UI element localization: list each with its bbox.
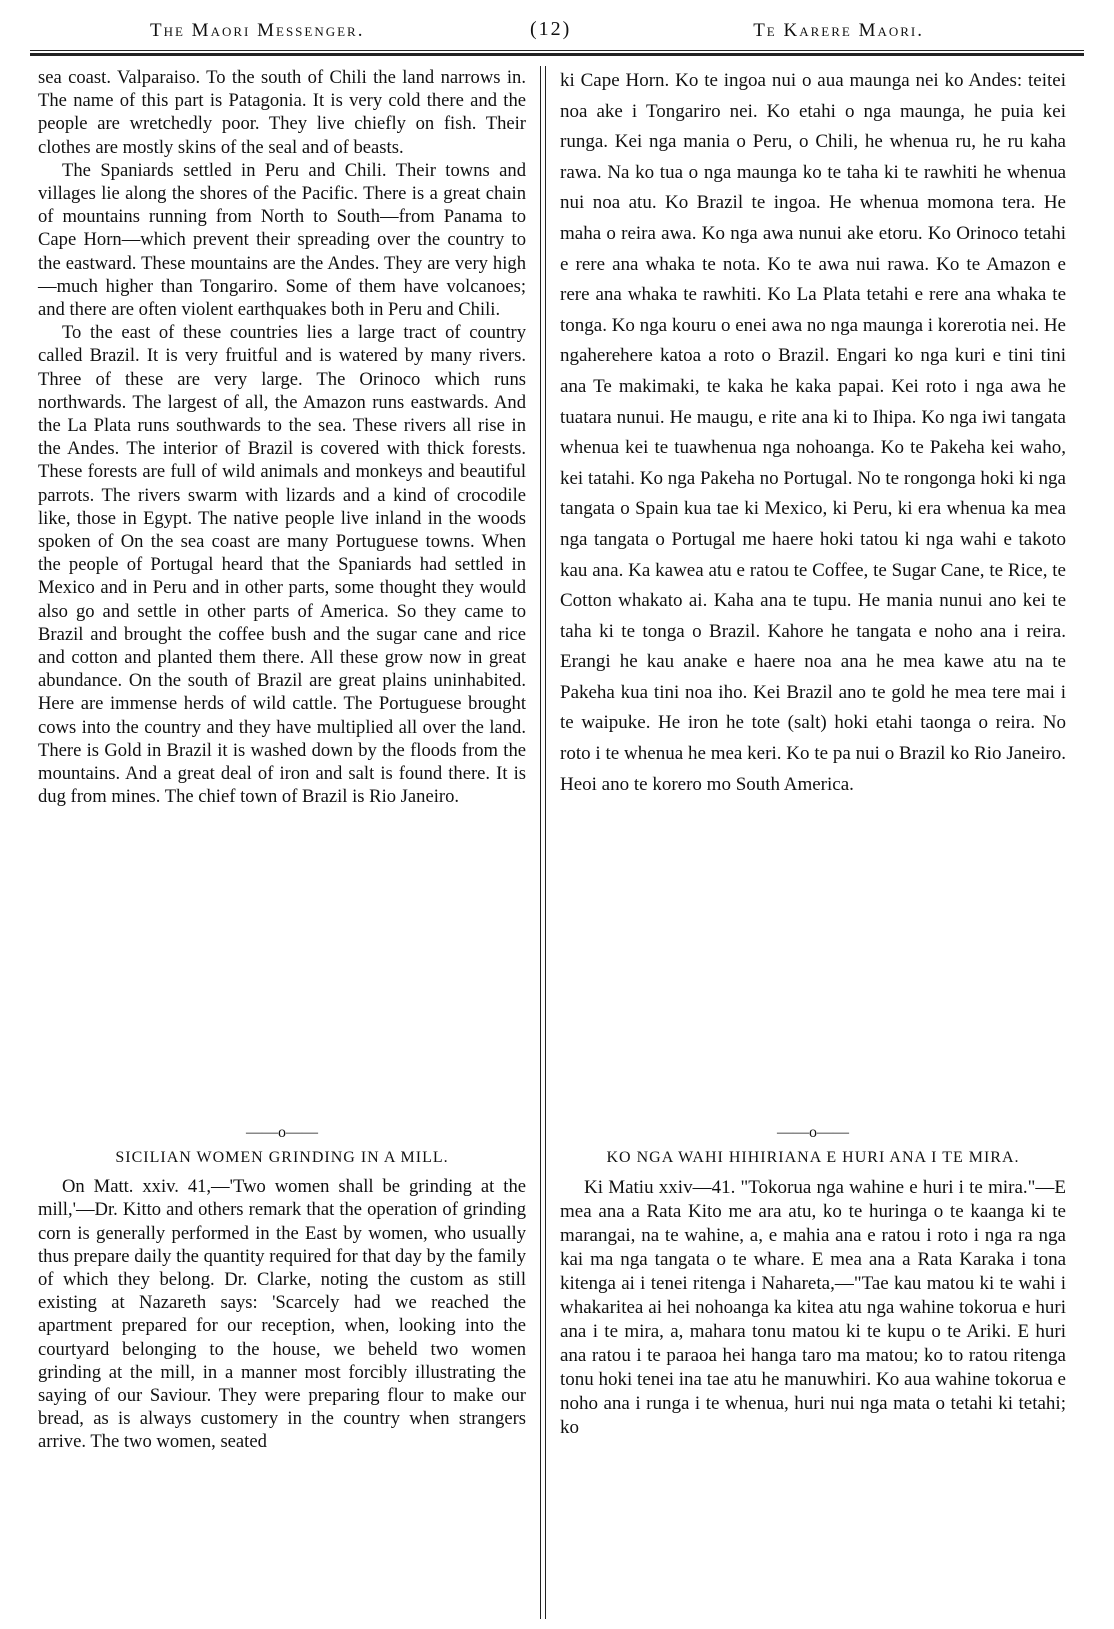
maori-mill-headline: KO NGA WAHI HIHIRIANA E HURI ANA I TE MIRA. [606,1149,1020,1166]
english-paragraph-3: To the east of these countries lies a large tract of country called Brazil. It is very fruitful and is watered by many rivers. Three of these are very large. The Orinoco which runs northwards. The largest of all, the Amazon runs eastwards. And the La Plata runs southwards to the sea. These rivers all rise in the Andes. The interior of Brazil is covered with thick forests. These forests are full of wild animals and monkeys and beautiful parrots. The rivers swarm with lizards and a kind of crocodile like, those in Egypt. The native people live inland in the woods spoken of On the sea coast are many Portuguese towns. When the people of Portugal heard that the Spaniards had settled in Mexico and in Peru and in other parts, some thought they would also go and settle in other parts of America. So they came to Brazil and brought the coffee bush and the sugar cane and rice and cotton and planted them there. All these grow now in great abundance. On the south of Brazil are great plains uninhabited. Here are immense herds of wild cattle. The Portuguese brought cows into the country and they have multiplied all over the land. There is Gold in Brazil it is washed down by the floods from the mountains. And a great deal of iron and salt is found there. It is dug from mines. The chief town of Brazil is Rio Janeiro. [38,322,526,808]
masthead-title-maori: Te Karere Maori. [753,20,924,41]
english-paragraph-2: The Spaniards settled in Peru and Chili. Their towns and villages lie along the shores of the Pacific. There is a great chain of mountains running from North to South—from Panama to Cape Horn—which prevent their spreading over the country to the eastward. These mountains are the Andes. They are very high—much higher than Tongariro. Some of them have volcanoes; and there are often violent earthquakes both in Peru and Chili. [38,159,526,321]
english-column [38,66,526,809]
masthead-title-english: The Maori Messenger. [150,20,365,41]
column-divider [540,66,546,1619]
maori-mill-paragraph: Ki Matiu xxiv—41. "Tokorua nga wahine e huri i te mira."—E mea ana a Rata Kito me ara atu, ko te huringa o te kaanga ki te marangai, na te wahine, a, e mahia ana e ratou i roto i nga ra nga kai ma nga tangata o te whare. E mea ana a Rata Karaka i tona kitenga ai i tenei ritenga i Nahareta,—"Tae kau matou ki te wahi i whakaritea ai hei nohoanga ka kitea atu nga wahine tokorua e huri ana i te mira, a, mahara tonu matou ki te kupu o te Ariki. E huri ana ratou i te paraoa hei hanga taro ma matou; ko to ratou ritenga tonu hoki tenei ina tae atu he manuwhiri. Ko aua wahine tokorua e noho ana i runga i te whenua, huri nui nga mata o tetahi ki tetahi; ko [560,1177,1066,1438]
english-separator: ——o—— [246,1124,318,1141]
english-mill-paragraph: On Matt. xxiv. 41,—'Two women shall be grinding at the mill,'—Dr. Kitto and others remark that the operation of grinding corn is generally performed in the East by women, who usually thus prepare daily the quantity required for that day by the family of which they belong. Dr. Clarke, noting the custom as still existing at Nazareth says: 'Scarcely had we reached the apartment prepared for our reception, when, looking into the courtyard belonging to the house, we beheld two women grinding at the mill, in a manner most forcibly illustrating the saying of our Saviour. They were preparing flour to make our bread, as is always customery in the country when strangers arrive. The two women, seated [38,1176,526,1453]
masthead [30,12,1084,42]
english-mill-section [38,1146,526,1454]
english-paragraph-1: sea coast. Valparaiso. To the south of Chili the land narrows in. The name of this part is Patagonia. It is very cold there and the people are wretchedly poor. They live chiefly on fish. Their clothes are mostly skins of the seal and of beasts. [38,67,526,158]
maori-separator: ——o—— [777,1124,849,1141]
maori-paragraph-1: ki Cape Horn. Ko te ingoa nui o aua maunga nei ko Andes: teitei noa ake i Tongariro nei. Ko etahi o nga maunga, he puia kei runga. Kei nga mania o Peru, o Chili, he whenua ru, he ru kaha rawa. Na ko tua o nga maunga ko te taha ki te rawhiti he whenua nui noa atu. Ko Brazil te ingoa. He whenua momona tera. He maha o reira awa. Ko nga awa nunui ake etoru. Ko Orinoco tetahi e rere ana whaka te nota. Ko te awa nui rawa. Ko te Amazon e rere ana whaka te rawhiti. Ko La Plata tetahi e rere ana whaka te tonga. Ko nga kouru o enei awa no nga maunga i korerotia nei. He ngaherehere katoa a roto o Brazil. Engari ko nga kuri e tini tini ana Te makimaki, te kaka he kaka papai. Kei roto i nga awa he tuatara nunui. He maugu, e rite ana ki to Ihipa. Ko nga iwi tangata whenua kei te tuawhenua nga nohoanga. Ko te Pakeha kei waho, kei tatahi. Ko nga Pakeha no Portugal. No te rongonga hoki ki nga tangata o Spain kua tae ki Mexico, ki Peru, ki era whenua ka mea nga tangata o Portugal me haere hoki tatou ki nga wahi e takoto kau ana. Ka kawea atu e ratou te Coffee, te Sugar Cane, te Rice, te Cotton whakato ai. Kaha ana te tupu. He mania nunui ano kei te taha ki te tonga o Brazil. Kahore he tangata e noho ana i reira. Erangi he kau anake e haere noa ana he mea kawe atu na te Pakeha kua tini noa iho. Kei Brazil ano te gold he mea tere mai i te waipuke. He iron he tote (salt) hoki etahi taonga o reira. No roto i te whenua he mea keri. Ko te pa nui o Brazil ko Rio Janeiro. Heoi ano te korero mo South America. [560,70,1066,795]
masthead-rule [30,50,1084,56]
maori-mill-section [560,1146,1066,1440]
english-mill-headline: SICILIAN WOMEN GRINDING IN A MILL. [115,1149,449,1166]
maori-column [560,66,1066,800]
page-number: (12) [530,18,572,40]
